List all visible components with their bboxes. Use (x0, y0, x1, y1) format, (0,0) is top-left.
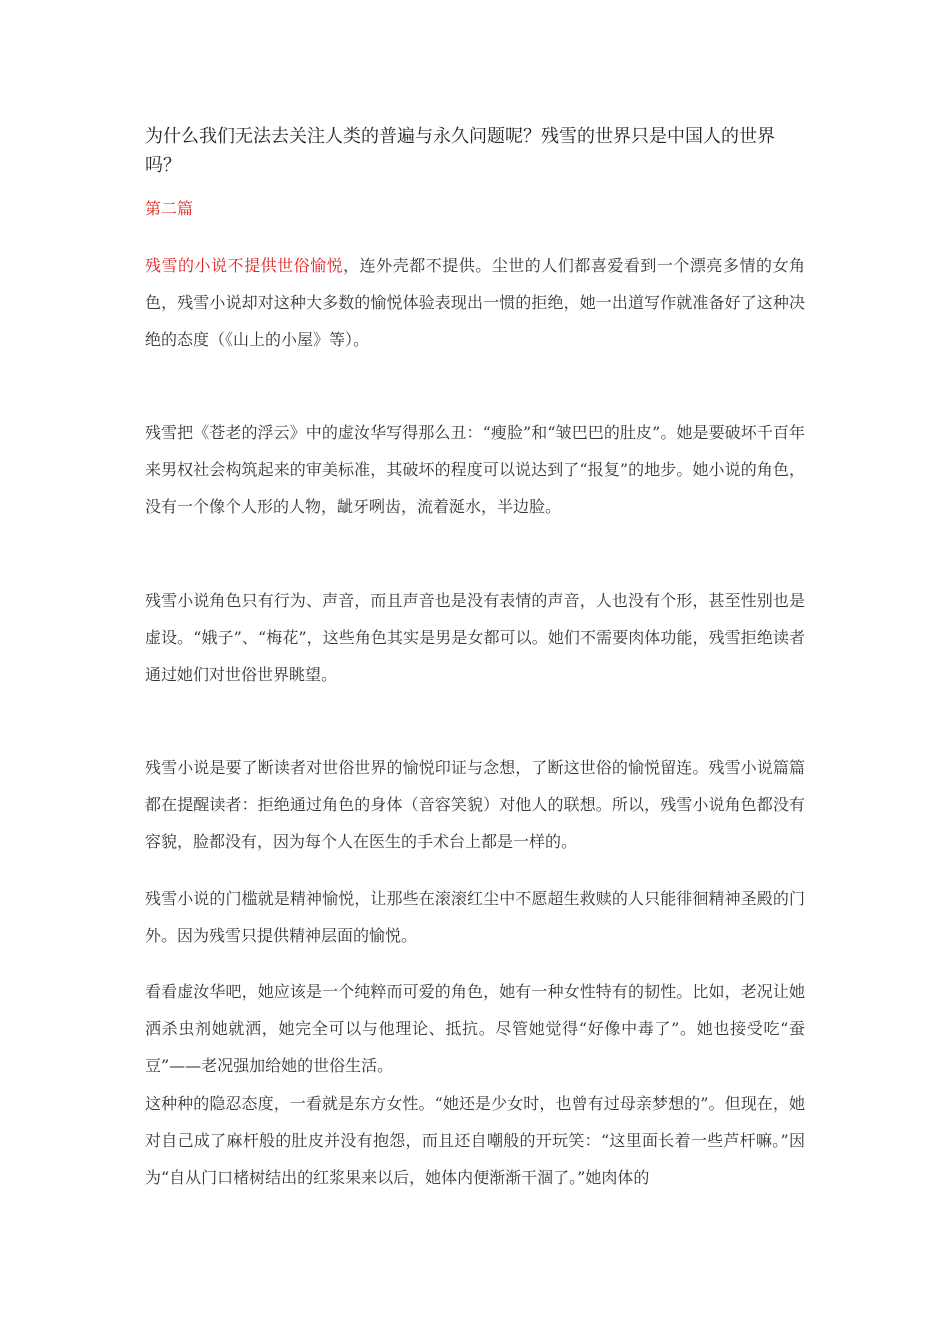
paragraph-5: 残雪小说的门槛就是精神愉悦，让那些在滚滚红尘中不愿超生救赎的人只能徘徊精神圣殿的门外。因为残雪只提供精神层面的愉悦。 (145, 889, 805, 945)
page-title: 为什么我们无法去关注人类的普遍与永久问题呢？残雪的世界只是中国人的世界吗？ (145, 126, 775, 176)
paragraph-1 (145, 247, 805, 358)
paragraph-7: 这种种的隐忍态度，一看就是东方女性。“她还是少女时，也曾有过母亲梦想的”。但现在，她对自己成了麻杆般的肚皮并没有抱怨，而且还自嘲般的开玩笑：“这里面长着一些芦杆嘛。”因为“自从门口楮树结出的红浆果来以后，她体内便渐渐干涸了。”她肉体的 (145, 1094, 805, 1187)
highlighted-phrase: 残雪的小说不提供世俗愉悦 (145, 256, 344, 275)
paragraph-6: 看看虚汝华吧，她应该是一个纯粹而可爱的角色，她有一种女性特有的韧性。比如，老况让她洒杀虫剂她就洒，她完全可以与他理论、抵抗。尽管她觉得“好像中毒了”。她也接受吃“蚕豆”——老况强加给她的世俗生活。 (145, 982, 805, 1075)
paragraph-1-text: ，连外壳都不提供。尘世的人们都喜爱看到一个漂亮多情的女角色，残雪小说却对这种大多数的愉悦体验表现出一惯的拒绝，她一出道写作就准备好了这种决绝的态度（《山上的小屋》等）。 (145, 256, 805, 349)
section-label: 第二篇 (145, 199, 194, 218)
paragraph-2: 残雪把《苍老的浮云》中的虚汝华写得那么丑：“瘦脸”和“皱巴巴的肚皮”。她是要破坏千百年来男权社会构筑起来的审美标准，其破坏的程度可以说达到了“报复”的地步。她小说的角色，没有一个像个人形的人物，龇牙咧齿，流着涎水，半边脸。 (145, 423, 805, 516)
paragraph-3: 残雪小说角色只有行为、声音，而且声音也是没有表情的声音，人也没有个形，甚至性别也是虚设。“娥子”、“梅花”，这些角色其实是男是女都可以。她们不需要肉体功能，残雪拒绝读者通过她们对世俗世界眺望。 (145, 591, 805, 684)
paragraph-4: 残雪小说是要了断读者对世俗世界的愉悦印证与念想，了断这世俗的愉悦留连。残雪小说篇篇都在提醒读者：拒绝通过角色的身体（音容笑貌）对他人的联想。所以，残雪小说角色都没有容貌，脸都没有，因为每个人在医生的手术台上都是一样的。 (145, 758, 805, 851)
